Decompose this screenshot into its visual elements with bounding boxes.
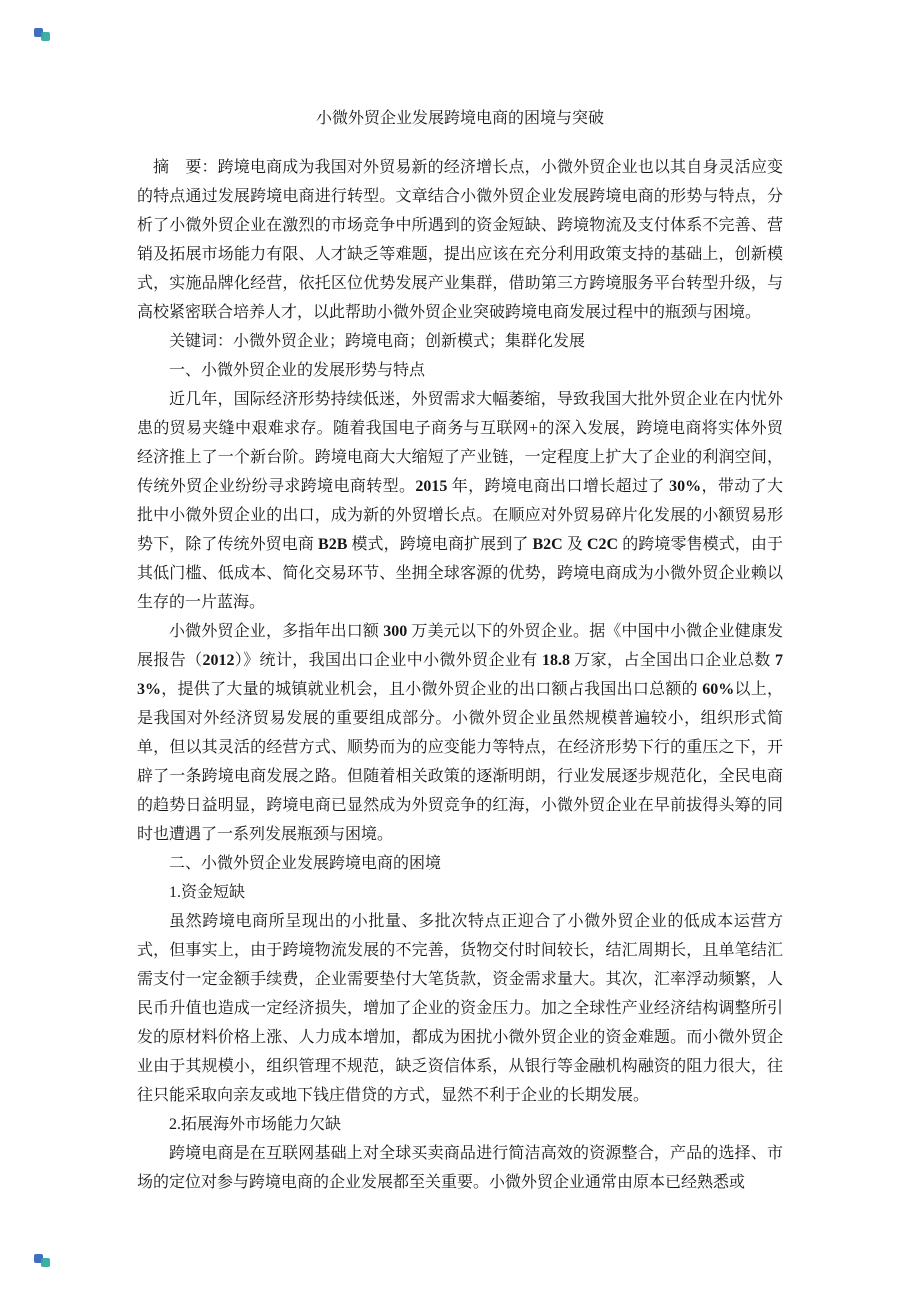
logo-square-teal-icon <box>41 32 50 41</box>
brand-logo-icon-top <box>34 26 56 42</box>
logo-square-teal-icon <box>41 1258 50 1267</box>
section-heading-1: 一、小微外贸企业的发展形势与特点 <box>169 362 426 379</box>
body-paragraph: 跨境电商是在互联网基础上对全球买卖商品进行简洁高效的资源整合，产品的选择、市场的定位对参与跨境电商的企业发展都至关重要。小微外贸企业通常由原本已经熟悉或 <box>137 1145 783 1191</box>
body-paragraph: 虽然跨境电商所呈现出的小批量、多批次特点正迎合了小微外贸企业的低成本运营方式，但事实上，由于跨境物流发展的不完善，货物交付时间较长，结汇周期长，且单笔结汇需支付一定金额手续费，企业需要垫付大笔货款，资金需求量大。其次，汇率浮动频繁，人民币升值也造成一定经济损失，增加了企业的资金压力。加之全球性产业经济结构调整所引发的原材料价格上涨、人力成本增加，都成为困扰小微外贸企业的资金难题。而小微外贸企业由于其规模小，组织管理不规范，缺乏资信体系，从银行等金融机构融资的阻力很大，往往只能采取向亲友或地下钱庄借贷的方式，显然不利于企业的长期发展。 <box>137 913 783 1104</box>
body-paragraph: 近几年，国际经济形势持续低迷，外贸需求大幅萎缩，导致我国大批外贸企业在内忧外患的贸易夹缝中艰难求存。随着我国电子商务与互联网+的深入发展，跨境电商将实体外贸经济推上了一个新台阶。跨境电商大大缩短了产业链，一定程度上扩大了企业的利润空间，传统外贸企业纷纷寻求跨境电商转型。2015 年，跨境电商出口增长超过了 30%，带动了大批中小微外贸企业的出口，成为新的外贸增长点。在顺应对外贸易碎片化发展的小额贸易形势下，除了传统外贸电商 B2B 模式，跨境电商扩展到了 B2C 及 C2C 的跨境零售模式，由于其低门槛、低成本、简化交易环节、坐拥全球客源的优势，跨境电商成为小微外贸企业赖以生存的一片蓝海。 <box>137 391 783 611</box>
subsection-heading: 2.拓展海外市场能力欠缺 <box>169 1116 342 1133</box>
abstract-paragraph: 摘 要：跨境电商成为我国对外贸易新的经济增长点，小微外贸企业也以其自身灵活应变的特点通过发展跨境电商进行转型。文章结合小微外贸企业发展跨境电商的形势与特点，分析了小微外贸企业在激烈的市场竞争中所遇到的资金短缺、跨境物流及支付体系不完善、营销及拓展市场能力有限、人才缺乏等难题，提出应该在充分利用政策支持的基础上，创新模式，实施品牌化经营，依托区位优势发展产业集群，借助第三方跨境服务平台转型升级，与高校紧密联合培养人才，以此帮助小微外贸企业突破跨境电商发展过程中的瓶颈与困境。 <box>137 159 783 321</box>
keywords-line: 关键词：小微外贸企业；跨境电商；创新模式；集群化发展 <box>169 333 586 350</box>
section-heading-2: 二、小微外贸企业发展跨境电商的困境 <box>169 855 442 872</box>
brand-logo-icon-bottom <box>34 1252 56 1268</box>
article-title: 小微外贸企业发展跨境电商的困境与突破 <box>315 110 604 127</box>
subsection-heading: 1.资金短缺 <box>169 884 246 901</box>
body-paragraph: 小微外贸企业，多指年出口额 300 万美元以下的外贸企业。据《中国中小微企业健康发展报告（2012）》统计，我国出口企业中小微外贸企业有 18.8 万家，占全国出口企业总数 73%，提供了大量的城镇就业机会，且小微外贸企业的出口额占我国出口总额的 60%以上，是我国对外经济贸易发展的重要组成部分。小微外贸企业虽然规模普遍较小，组织形式简单，但以其灵活的经营方式、顺势而为的应变能力等特点，在经济形势下行的重压之下，开辟了一条跨境电商发展之路。但随着相关政策的逐渐明朗，行业发展逐步规范化，全民电商的趋势日益明显，跨境电商已显然成为外贸竞争的红海，小微外贸企业在早前拔得头筹的同时也遭遇了一系列发展瓶颈与困境。 <box>137 623 783 843</box>
